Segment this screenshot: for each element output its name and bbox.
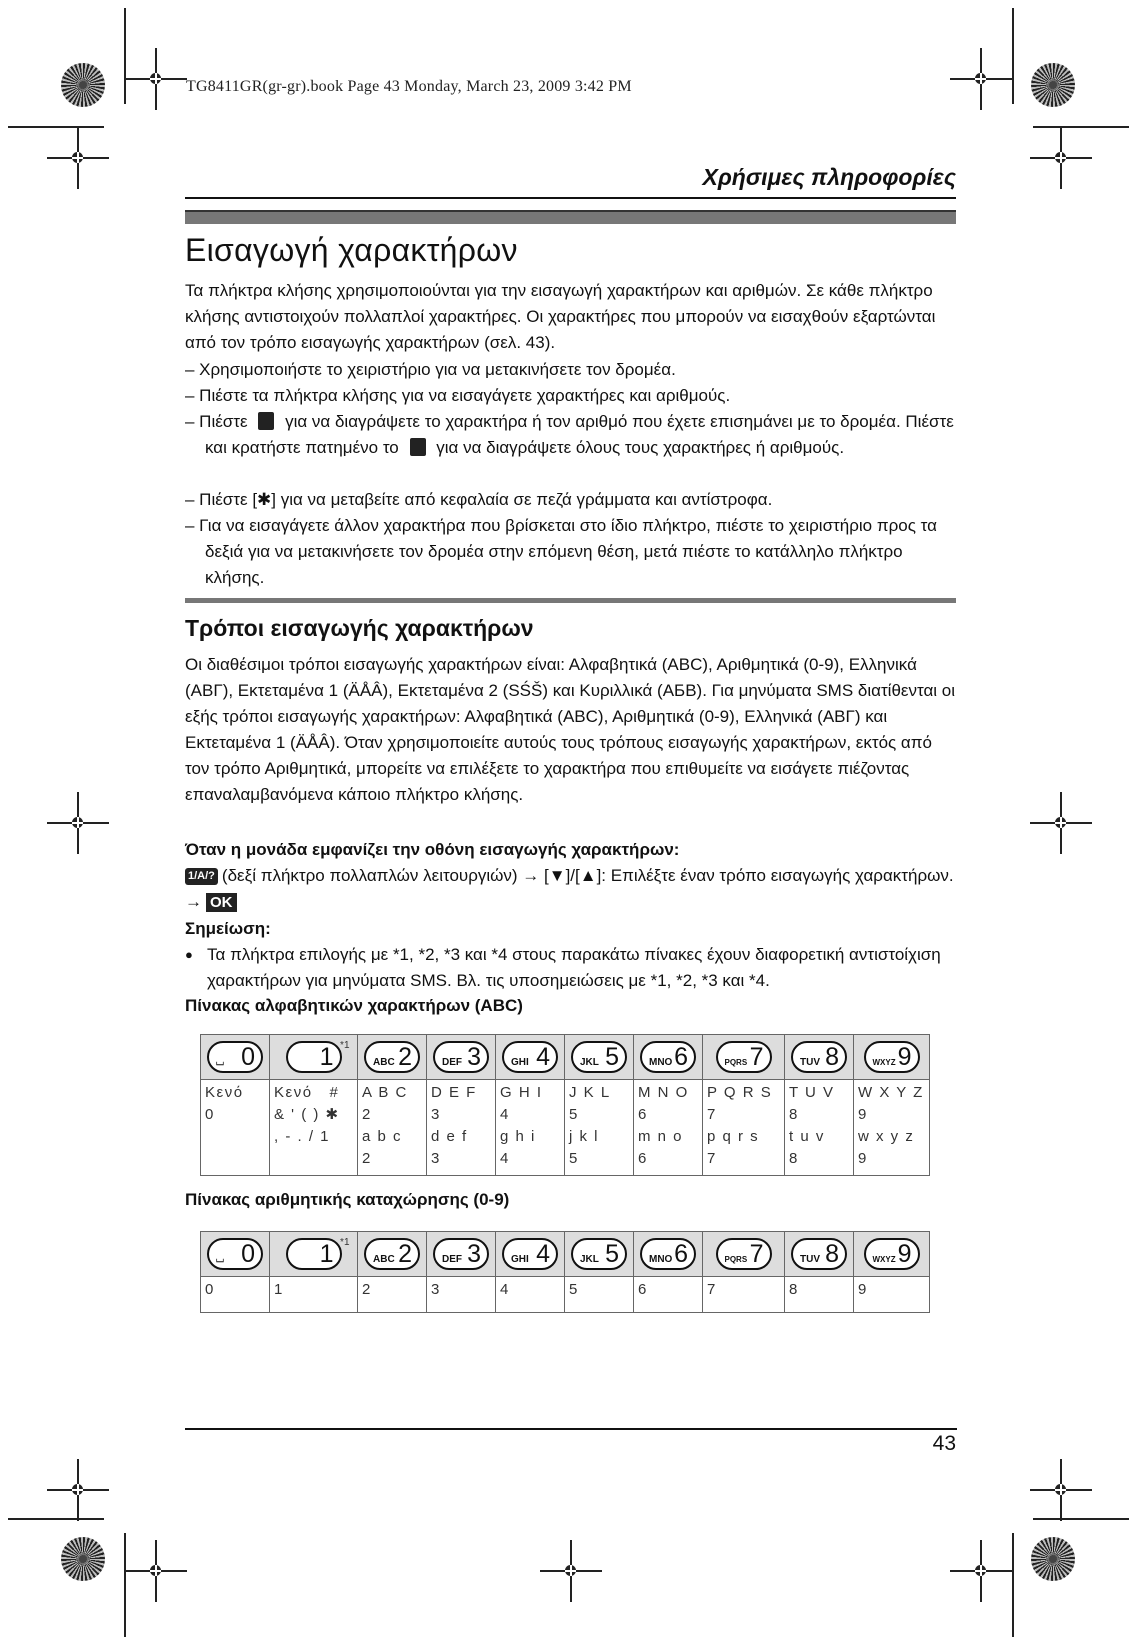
table1-char-cell: T U V 8 t u v 8 xyxy=(785,1080,854,1176)
table2-key-cell xyxy=(565,1232,634,1277)
dial-key-8-icon xyxy=(791,1041,847,1073)
page-title: Εισαγωγή χαρακτήρων xyxy=(185,232,518,268)
table1-key-cell xyxy=(358,1035,427,1080)
dial-key-9-icon xyxy=(864,1238,920,1270)
key-number: 1 xyxy=(319,1043,334,1071)
dial-key-4-icon xyxy=(502,1238,558,1270)
table1-key-cell xyxy=(703,1035,785,1080)
key-letters: TUV xyxy=(800,1057,820,1068)
header-rule xyxy=(185,197,956,199)
clear-key-icon: C xyxy=(258,412,274,430)
table1-char-cell: D E F 3 d e f 3 xyxy=(427,1080,496,1176)
key-number: 9 xyxy=(897,1240,912,1268)
section-heading: Τρόποι εισαγωγής χαρακτήρων xyxy=(185,615,534,641)
key-letters: DEF xyxy=(442,1254,462,1265)
mode-key-icon: 1/A/? xyxy=(185,868,218,885)
key-footnote: *1 xyxy=(340,1040,350,1051)
key-letters: PQRS xyxy=(724,1058,748,1067)
bullet-dash-3 xyxy=(185,409,957,461)
bullet-dash-4: – Πιέστε [✱] για να μεταβείτε από κεφαλαία σε πεζά γράμματα και αντίστροφα. xyxy=(185,490,773,509)
key-footnote: *1 xyxy=(340,1237,350,1248)
dial-key-1-icon xyxy=(286,1237,350,1270)
dial-key-1-icon xyxy=(286,1040,350,1073)
key-letters: MNO xyxy=(649,1057,673,1068)
table2-key-cell xyxy=(358,1232,427,1277)
key-number: 4 xyxy=(536,1240,550,1268)
numeric-entry-table xyxy=(200,1231,930,1313)
clear-key-icon: C xyxy=(410,438,426,456)
dial-key-5-icon xyxy=(571,1041,627,1073)
table1-char-cell: Κενό 0 xyxy=(201,1080,270,1176)
intro-paragraph: Τα πλήκτρα κλήσης χρησιμοποιούνται για την εισαγωγή χαρακτήρων και αριθμών. Σε κάθε πλήκτρο κλήσης αντιστοιχούν πολλαπλοί χαρακτήρες. Οι χαρακτήρες που μπορούν να εισαχθούν εξαρτώνται από τον τρόπο εισαγωγής χαρακτήρων (σελ. 43). xyxy=(185,281,936,352)
table2-key-cell xyxy=(854,1232,930,1277)
dial-key-2-icon xyxy=(364,1238,420,1270)
table2-title: Πίνακας αριθμητικής καταχώρησης (0-9) xyxy=(185,1190,510,1209)
table2-key-cell xyxy=(703,1232,785,1277)
table2-char-cell: 0 xyxy=(201,1277,270,1313)
table2-key-cell xyxy=(496,1232,565,1277)
dial-key-2-icon xyxy=(364,1041,420,1073)
registration-cross-icon xyxy=(1030,792,1092,854)
registration-star-icon xyxy=(61,1537,105,1581)
key-number: 8 xyxy=(825,1043,839,1071)
table2-char-cell: 1 xyxy=(270,1277,358,1313)
key-letters: DEF xyxy=(442,1057,462,1068)
dash3-text-b: για να διαγράψετε το χαρακτήρα ή τον αριθμό που έχετε επισημάνει με το δρομέα. Πιέστε και κρατήστε πατημένο το xyxy=(205,412,954,457)
section-rule xyxy=(185,598,956,603)
table2-char-cell: 2 xyxy=(358,1277,427,1313)
key-letters: PQRS xyxy=(724,1255,748,1264)
key-letters: ⌴ xyxy=(216,1254,224,1265)
key-letters: ABC xyxy=(373,1254,395,1265)
key-letters: MNO xyxy=(649,1254,673,1265)
table1-key-cell xyxy=(270,1035,358,1080)
table1-char-cell: W X Y Z 9 w x y z 9 xyxy=(854,1080,930,1176)
when-heading: Όταν η μονάδα εμφανίζει την οθόνη εισαγωγής χαρακτήρων: xyxy=(185,840,680,859)
registration-cross-icon xyxy=(540,1540,602,1602)
dial-key-0-icon xyxy=(207,1238,263,1270)
key-letters: JKL xyxy=(580,1254,599,1265)
when-text: (δεξί πλήκτρο πολλαπλών λειτουργιών) → [▼]/[▲]: Επιλέξτε έναν τρόπο εισαγωγής χαρακτήρων. → xyxy=(185,866,954,911)
key-letters: TUV xyxy=(800,1254,820,1265)
table2-char-cell: 9 xyxy=(854,1277,930,1313)
key-number: 2 xyxy=(398,1240,412,1268)
key-number: 3 xyxy=(467,1043,481,1071)
dial-key-8-icon xyxy=(791,1238,847,1270)
key-letters: GHI xyxy=(511,1254,529,1265)
key-number: 7 xyxy=(749,1240,764,1268)
table1-char-cell: A B C 2 a b c 2 xyxy=(358,1080,427,1176)
when-instruction xyxy=(185,863,957,915)
key-number: 8 xyxy=(825,1240,839,1268)
key-number: 1 xyxy=(319,1240,334,1268)
registration-star-icon xyxy=(1031,63,1075,107)
dash3-text-a: – Πιέστε xyxy=(185,412,248,431)
dial-key-7-icon xyxy=(716,1041,772,1073)
key-letters: WXYZ xyxy=(872,1058,896,1067)
registration-star-icon xyxy=(1031,1537,1075,1581)
key-number: 3 xyxy=(467,1240,481,1268)
footer-rule xyxy=(185,1428,957,1430)
dial-key-0-icon xyxy=(207,1041,263,1073)
key-number: 2 xyxy=(398,1043,412,1071)
table1-key-cell xyxy=(201,1035,270,1080)
registration-star-icon xyxy=(61,63,105,107)
table1-key-cell xyxy=(565,1035,634,1080)
table2-key-cell xyxy=(270,1232,358,1277)
registration-cross-icon xyxy=(1030,127,1092,189)
registration-cross-icon xyxy=(1030,1459,1092,1521)
section-header: Χρήσιμες πληροφορίες xyxy=(702,164,956,190)
table1-char-cell: M N O 6 m n o 6 xyxy=(634,1080,703,1176)
table2-char-cell: 8 xyxy=(785,1277,854,1313)
table2-char-cell: 3 xyxy=(427,1277,496,1313)
key-letters: WXYZ xyxy=(872,1255,896,1264)
table1-title: Πίνακας αλφαβητικών χαρακτήρων (ABC) xyxy=(185,996,523,1015)
key-number: 0 xyxy=(241,1043,255,1071)
table1-char-cell: G H I 4 g h i 4 xyxy=(496,1080,565,1176)
key-number: 7 xyxy=(749,1043,764,1071)
registration-cross-icon xyxy=(47,127,109,189)
table1-key-cell xyxy=(496,1035,565,1080)
key-number: 6 xyxy=(674,1240,688,1268)
key-letters: GHI xyxy=(511,1057,529,1068)
dial-key-7-icon xyxy=(716,1238,772,1270)
table1-char-cell: P Q R S 7 p q r s 7 xyxy=(703,1080,785,1176)
dial-key-4-icon xyxy=(502,1041,558,1073)
book-header: TG8411GR(gr-gr).book Page 43 Monday, March 23, 2009 3:42 PM xyxy=(186,78,632,95)
table1-key-cell xyxy=(427,1035,496,1080)
ok-key-icon: OK xyxy=(206,893,237,912)
table2-char-cell: 6 xyxy=(634,1277,703,1313)
table2-key-cell xyxy=(785,1232,854,1277)
dial-key-6-icon xyxy=(640,1041,696,1073)
key-number: 5 xyxy=(605,1043,619,1071)
table1-char-cell: Κενό # & ' ( ) ✱ , - . / 1 xyxy=(270,1080,358,1176)
table2-key-cell xyxy=(427,1232,496,1277)
key-number: 6 xyxy=(674,1043,688,1071)
table2-char-cell: 4 xyxy=(496,1277,565,1313)
alpha-character-table xyxy=(200,1034,930,1176)
table2-char-cell: 7 xyxy=(703,1277,785,1313)
table1-key-cell xyxy=(785,1035,854,1080)
title-bar xyxy=(185,210,956,224)
modes-paragraph: Οι διαθέσιμοι τρόποι εισαγωγής χαρακτήρων είναι: Αλφαβητικά (ABC), Αριθμητικά (0-9), Ελληνικά (ΑΒΓ), Εκτεταμένα 1 (ÄÅÂ), Εκτεταμένα 2 (SŚŠ) και Κυριλλικά (АБВ). Για μηνύματα SMS διατίθενται οι εξής τρόποι εισαγωγής χαρακτήρων: Αλφαβητικά (ABC), Αριθμητικά (0-9), Ελληνικά (ΑΒΓ) και Εκτεταμένα 1 (ÄÅÂ). Όταν χρησιμοποιείτε αυτούς τους τρόπους εισαγωγής χαρακτήρων, εκτός από τον τρόπο Αριθμητικά, μπορείτε να επιλέξετε το χαρακτήρα που επιθυμείτε να εισάγετε πιέζοντας επαναλαμβανόμενα κάποιο πλήκτρο κλήσης. xyxy=(185,655,956,804)
bullet-dash-1: – Χρησιμοποιήστε το χειριστήριο για να μετακινήσετε τον δρομέα. xyxy=(185,360,676,379)
dial-key-3-icon xyxy=(433,1041,489,1073)
key-letters: JKL xyxy=(580,1057,599,1068)
dial-key-9-icon xyxy=(864,1041,920,1073)
registration-cross-icon xyxy=(125,48,187,110)
key-number: 9 xyxy=(897,1043,912,1071)
registration-cross-icon xyxy=(125,1540,187,1602)
bullet-dash-5: – Για να εισαγάγετε άλλον χαρακτήρα που βρίσκεται στο ίδιο πλήκτρο, πιέστε το χειριστήριο προς τα δεξιά για να μετακινήσετε τον δρομέα στην επόμενη θέση, μετά πιέστε το κατάλληλο πλήκτρο κλήσης. xyxy=(185,516,937,587)
crop-mark xyxy=(1012,1533,1014,1637)
dash3-text-c: για να διαγράψετε όλους τους χαρακτήρες ή αριθμούς. xyxy=(436,438,845,457)
crop-mark xyxy=(1012,8,1014,104)
note-bullet: ● Τα πλήκτρα επιλογής με *1, *2, *3 και *4 στους παρακάτω πίνακες έχουν διαφορετική αντιστοίχιση χαρακτήρων για μηνύματα SMS. Βλ. τις υποσημειώσεις με *1, *2, *3 και *4. xyxy=(185,942,957,994)
dial-key-6-icon xyxy=(640,1238,696,1270)
note-heading: Σημείωση: xyxy=(185,919,271,938)
key-letters: ABC xyxy=(373,1057,395,1068)
registration-cross-icon xyxy=(950,48,1012,110)
table1-key-cell xyxy=(634,1035,703,1080)
table1-char-cell: J K L 5 j k l 5 xyxy=(565,1080,634,1176)
table2-key-cell xyxy=(201,1232,270,1277)
registration-cross-icon xyxy=(950,1540,1012,1602)
registration-cross-icon xyxy=(47,1459,109,1521)
table1-key-cell xyxy=(854,1035,930,1080)
key-letters: ⌴ xyxy=(216,1057,224,1068)
key-number: 0 xyxy=(241,1240,255,1268)
registration-cross-icon xyxy=(47,792,109,854)
table2-key-cell xyxy=(634,1232,703,1277)
dial-key-3-icon xyxy=(433,1238,489,1270)
key-number: 4 xyxy=(536,1043,550,1071)
dial-key-5-icon xyxy=(571,1238,627,1270)
table2-char-cell: 5 xyxy=(565,1277,634,1313)
page-number: 43 xyxy=(932,1432,956,1455)
bullet-dash-2: – Πιέστε τα πλήκτρα κλήσης για να εισαγάγετε χαρακτήρες και αριθμούς. xyxy=(185,386,731,405)
key-number: 5 xyxy=(605,1240,619,1268)
